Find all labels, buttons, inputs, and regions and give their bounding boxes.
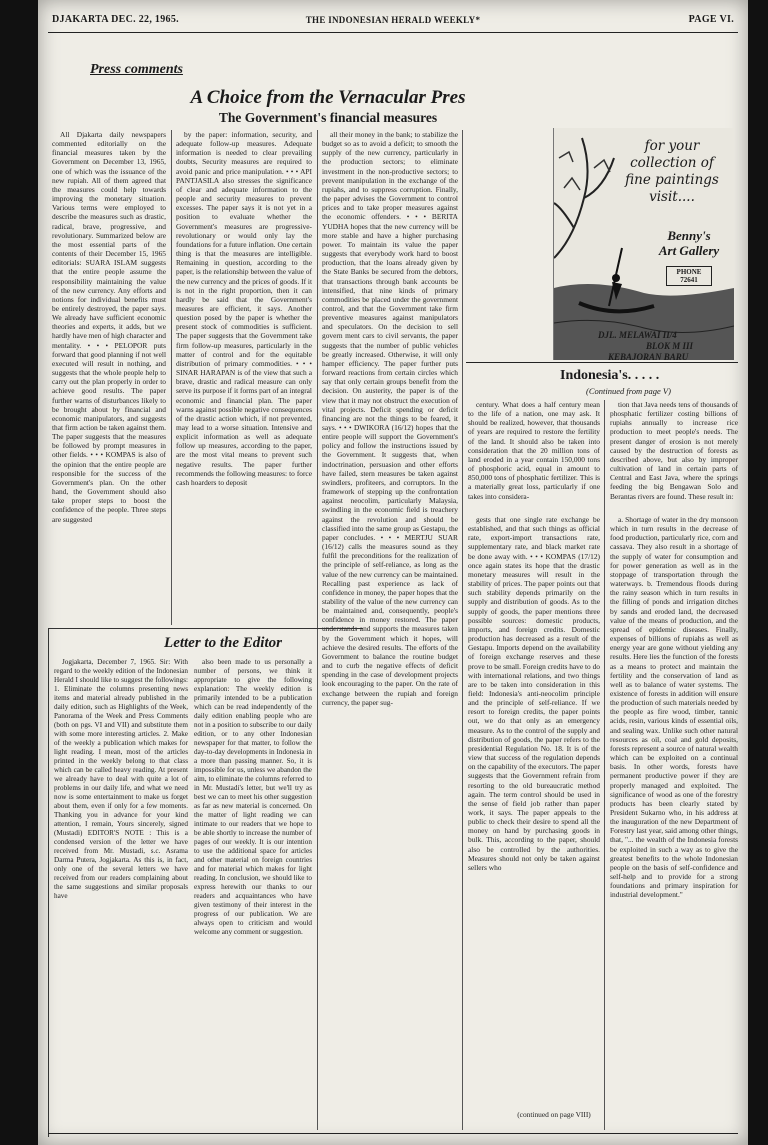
footer-rule [48, 1133, 738, 1134]
ad-tagline-line: for your [644, 138, 700, 154]
column-divider [604, 400, 605, 1130]
continued-on-text: (continued on page VIII) [517, 1110, 591, 1119]
article-column-1 [52, 130, 166, 625]
article-column-1-text: All Djakarta daily newspapers commented editorially on the financial measures taken by the Government on December 13, 1965, one of which was the issuance of the new rupiah. All of them agreed that the measures could help towards improving the monetary situation. Various terms were employed to describe the measures such as drastic, radical, brave, progressive, and revolutionary. Summarized below are the most essential parts of the contents of their December 15, 1965 editorials: SUARA ISLAM suggests that the entire people assume the responsibility maintaining the value of the new currency. Any efforts and notions for individual benefits must be entirely destroyed, the paper says. We already have sufficient economic theories and experts, it adds, but we hardly have men of high character and mentality. • • • PELOPOR puts forward that good planning if not well executed will result in nothing, and suggests that the whole people help to carry out the plan properly in order to achieve good results. The paper further warns of disturbances likely to be brought about by financial and economic manipulators, and suggests that firm action be taken against them. The paper suggests that the measures be followed by prompt measures in other fields. • • • KOMPAS is also of the opinion that the entire people are responsible for the success of the Government's plan. On the other hand, the Government should also take proper steps to boost the confidence of the people. Three steps are suggested [52, 130, 166, 524]
letter-column-2 [194, 658, 312, 1136]
gallery-address [598, 330, 728, 360]
address-line: KEBAJORAN BARU [608, 352, 689, 360]
letter-title: Letter to the Editor [164, 635, 282, 651]
continued-column-a [468, 400, 600, 510]
newspaper-page [38, 0, 748, 1145]
address-line: BLOK M III [646, 341, 694, 351]
letter-column-1 [54, 658, 188, 1136]
headline: A Choice from the Vernacular Pres [190, 87, 466, 108]
ad-tagline-line: fine paintings [625, 172, 719, 188]
ad-tagline [616, 138, 728, 206]
article-column-3-text: all their money in the bank; to stabilize the budget so as to avoid a deficit; to smooth the supply of the new currency, particularly in the production sectors; to eliminate investment in the non-productive sectors; to prevent manipulation in the exchange of the rupiahs, and to suppress corruption. Finally, the paper advises the Government to control prices and to take proper measures against the economic offenders. • • • BERITA YUDHA hopes that the new currency will be more stable and have a higher purchasing power. To maintain its value the paper suggests that everybody work hard to boost production, that the loans already given by the State Banks be secured from the debtors, that transactions through bank accounts be intensified, that nine kinds of primary commodities be placed under the government control, and that the Government take firm preventive measures against manipulators and speculators. On the decision to sell govern ment cars to civil servants, the paper suggests that the number of public vehicles be greatly increased. Otherwise, it will only hamper efficiency. The paper further puts forward reactions from certain circles which say that only certain groups benefit from the decision. On austerity, the paper is of the view that it may not obstruct the execution of vital projects. Deficit spending or deficit financing are not the things to be feared, it says. • • • DWIKORA (16/12) hopes that the entire people will support the Government's policy and follow the instructions issued by the Government. It suggests that, when indoctrination, persuasion and other efforts have failed, stern measures be taken against swindlers, profiteers, and corruptors. In the framework of stepping up the confrontation against neocolim, particularly Malaysia, swindling in the economic field is treachery against the revolution and should be classified into the same group as Gestapu, the paper concludes. • • • MERTJU SUAR (16/12) calls the measures sound as they fulfil the preconditions for the realization of the principle of self-reliance, as long as the value of the new currency can be maintained. Recalling past experience as lack of confidence in money, the paper hopes that the stability of the value of the new currency can be maintained and, consequently, people's confidence in money restored. The paper understands and supports the measures taken by the Government which it hopes, will achieve the desired results. The efforts of the Government to balance the routine budget and to curb the negative effects of deficit spending in the case of development projects look encouraging to the paper. On the rate of exchange between the rupiah and foreign currency, the paper sug- [322, 130, 458, 707]
phone-box [666, 266, 712, 286]
continued-column-a-text: century. What does a half century mean to the life of a nation, one may ask. It should be realized, however, that thousands of years are required to restore the fertility of the land. It should also be taken into consideration that the 20 million tons of land eroded in a year contain 150,000 tons of phosphoric acid, equal in amount to 850,000 tons of phosphatic fertilizer. This is a materially great loss, particularly if one takes into considera- [468, 400, 600, 501]
gallery-name-line: Art Gallery [658, 243, 720, 258]
section-label: Press comments [90, 62, 183, 77]
phone-label: PHONE [676, 268, 702, 276]
box-rule [466, 362, 738, 363]
phone-number: 72641 [680, 276, 698, 284]
ad-tagline-line: collection of [630, 155, 714, 171]
continued-on-note [508, 1110, 600, 1122]
continued-article-title: Indonesia's. . . . . [560, 368, 660, 383]
continued-column-c [610, 515, 738, 1130]
gallery-name-line: Benny's [667, 228, 711, 243]
letter-column-2-text: also been made to us personally a number of persons, we think it appropriate to give the following explanation: The weekly edition is primarily intended to be a publication which can be read independently of the daily edition enabling people who are not in a position to subscribe to our daily edition, or to any other Indonesian newspaper for that matter, to follow the day-to-day developments in Indonesia in a more than passing manner. So, it is impossible for us, unless we abandon the aim, to eliminate the columns referred to in Mr. Mustadi's letter, but we'll try as best we can to meet his other suggestion as far as new material is concerned. On the matter of light reading we can intimate to our readers that we hope to be able shortly to increase the number of pages of our weekly. It is our intention to use the additional space for articles and other material on foreign countries and for material which makes for light reading. In conclusion, we should like to express herewith our thanks to our readers and acquaintances who have given testimony of their interest in the progress of our publication. We are always open to criticism and would welcome any comment or suggestion. [194, 658, 312, 936]
address-line: DJL. MELAWAI II/4 [598, 330, 677, 340]
ad-tagline-line: visit.... [649, 189, 695, 205]
column-divider [462, 130, 463, 1130]
header-rule [48, 32, 738, 33]
page-number: PAGE VI. [688, 14, 734, 25]
continued-from-note: (Continued from page V) [586, 386, 671, 396]
article-column-2-text: by the paper: information, security, and adequate follow-up measures. Adequate information is needed to clear prevailing doubts, Security measures are required to avoid panic and price manipulation. • • • API PANTJASILA also stresses the significance of clear and adequate information to the people and security measures to prevent excesses. The paper says it is not yet in a position to evaluate whether the Government's measures are progressive-revolutionary or would only lay the foundations for a future inflation. One certain thing is that the measures are intelligible. Remaining in question, according to the paper, is the relationship between the value of the new currency and the prices of goods. If it is not in the right proportion, then it can hardly be said that the Government's measures are efficient, it says. Another question posed by the paper is whether the present stock of commodities is sufficient. The paper suggests that the Government take firm follow-up measures, particularly in the matter of control and for the equitable distribution of primary commodities. • • • SINAR HARAPAN is of the view that such a brave, drastic and radical measure can only serve its purpose if it forms part of an integral economic and financial plan. The paper warns against possible negative consequences of the drastic action which, if not prevented, may lead to a worse situation. Intensive and explicit information as well as adequate follow up measures, according to the paper, are the most vital means to prevent such negative results. The paper further recommends the following measures: to force cash hoarders to deposit [176, 130, 312, 487]
column-divider [171, 130, 172, 625]
gallery-advertisement [553, 128, 734, 360]
subheadline: The Government's financial measures [218, 110, 438, 125]
letter-column-1-text: Jogjakarta, December 7, 1965. Sir: With regard to the weekly edition of the Indonesian Herald I should like to suggest the followings: 1. Eliminate the columns presenting news items and material already published in the daily edition, such as Highlights of the Week, Panorama of the Week and Press Comments (both on pgs. VI and VII) and substitute them with some more interesting articles. 2. Make of the weekly a publication which makes for light reading. I mean, most of the articles printed in the weekly belong to that class which can be called heavy reading. At present we already have to deal with quite a lot of problems in our daily life, and what we need now is some entertainment to make us forget about them, even if only for a few moments. Thanking you in advance for your kind attention, I remain, Yours sincerely, signed (Mustadi) EDITOR'S NOTE : This is a condensed version of the letter we have received from Mr. Mustadi, s.c. Asrama Darma Putera, Jogjakarta. As this is, in fact, only one of the several letters we have received from our readers complaining about the same suggestions and similar proposals have [54, 658, 188, 900]
continued-column-b-text: tion that Java needs tens of thousands of phosphatic fertilizer costing billions of rupiahs annually to increase rice production to meet people's needs. The present danger of erosion is not merely caused by the destruction of forests as described above, but also by improper cultivation of land in certain parts of Central and East Java, where the springs feeding the big Bengawan Solo and Berantas rivers are found. These result in: [610, 400, 738, 501]
masthead: THE INDONESIAN HERALD WEEKLY* [305, 15, 481, 25]
continued-column-c-text: a. Shortage of water in the dry monsoon which in turn results in the decrease of food production, particularly rice, corn and cassava. They also result in a shortage of the supply of water for consumption and for power generation as well as in the stoppage of transportation through the waterways. b. Tremendous floods during the rainy season which in turn results in the filling of ponds and irrigation ditches by sands and eroded land, the decreased value of the means of production, and the spread of epidemic diseases. Finally, expenses of billions of rupiahs as well as energy year are gone without yielding any results. Here lies the function of the forests as a means to protect and maintain the fertility and the conservation of land as well as to balance of water systems. The existence of forests in addition will ensure the production of such materials needed by the people as fire wood, timber, tannic acids, resin, various kinds of essential oils, and sealing wax. Unlike such other natural resources as oil, coal and gold deposits, forests represent a source of natural wealth which can be exploited on a continual basis. In other words, forests have permanent productive power if they are properly managed and exploited. The significance of wood as one of the forestry products has been clearly stated by President Sukarno who, in his address at the inauguration of the new Department of Forestry last year, said among other things, that, "... the wealth of the Indonesia forests be exploited in such a way as to give the greatest benefits to the whole Indonesian people on the basis of self-confidence and self-help and to provide for a strong foundations and primary inspiration for industrial development." [610, 515, 738, 900]
gallery-name [654, 228, 724, 258]
article-column-5-text: gests that one single rate exchange be established, and that such things as official rate, export-import transactions rate, supplementary rate, and black market rate be done away with. • • • KOMPAS (17/12) once again states its hope that the drastic monetary measures will result in the stability of prices. The paper points out that such stability depends primarily on the supply and distribution of goods. As to the supply of goods, the paper mentions three possible sources: domestic products, imports, and foreign credits. Domestic production has decreased as a result of the Gestapu. Imports depend on the availability of foreign exchange reserves and these prove to be small. Foreign credits have to do with international relations, and two things are to be taken into consideration in this field: Indonesia's anti-neocolim principle and the principle of self-reliance. If we resort to foreign credits, the paper points out, we do that only as an emergency measure. As to the control of the supply and distribution of goods, the paper refers to the presidential Regulation No. 18. It is of the view that success of the regulation depends on the capability of the executors. The paper suggests that the Government refrain from resorting to the old bureaucratic method again. The term control should be used in the sense of field job rather than paper work, it says. The paper appeals to the public to check their desire to spend all the money on hand by purchasing goods in bulk. This, according to the paper, should also be controlled by the authorities. Measures should not only be taken against sellers who [468, 515, 600, 872]
continued-column-b [610, 400, 738, 512]
article-column-5 [468, 515, 600, 1107]
dateline: DJAKARTA DEC. 22, 1965. [52, 14, 179, 25]
article-column-2 [176, 130, 312, 625]
